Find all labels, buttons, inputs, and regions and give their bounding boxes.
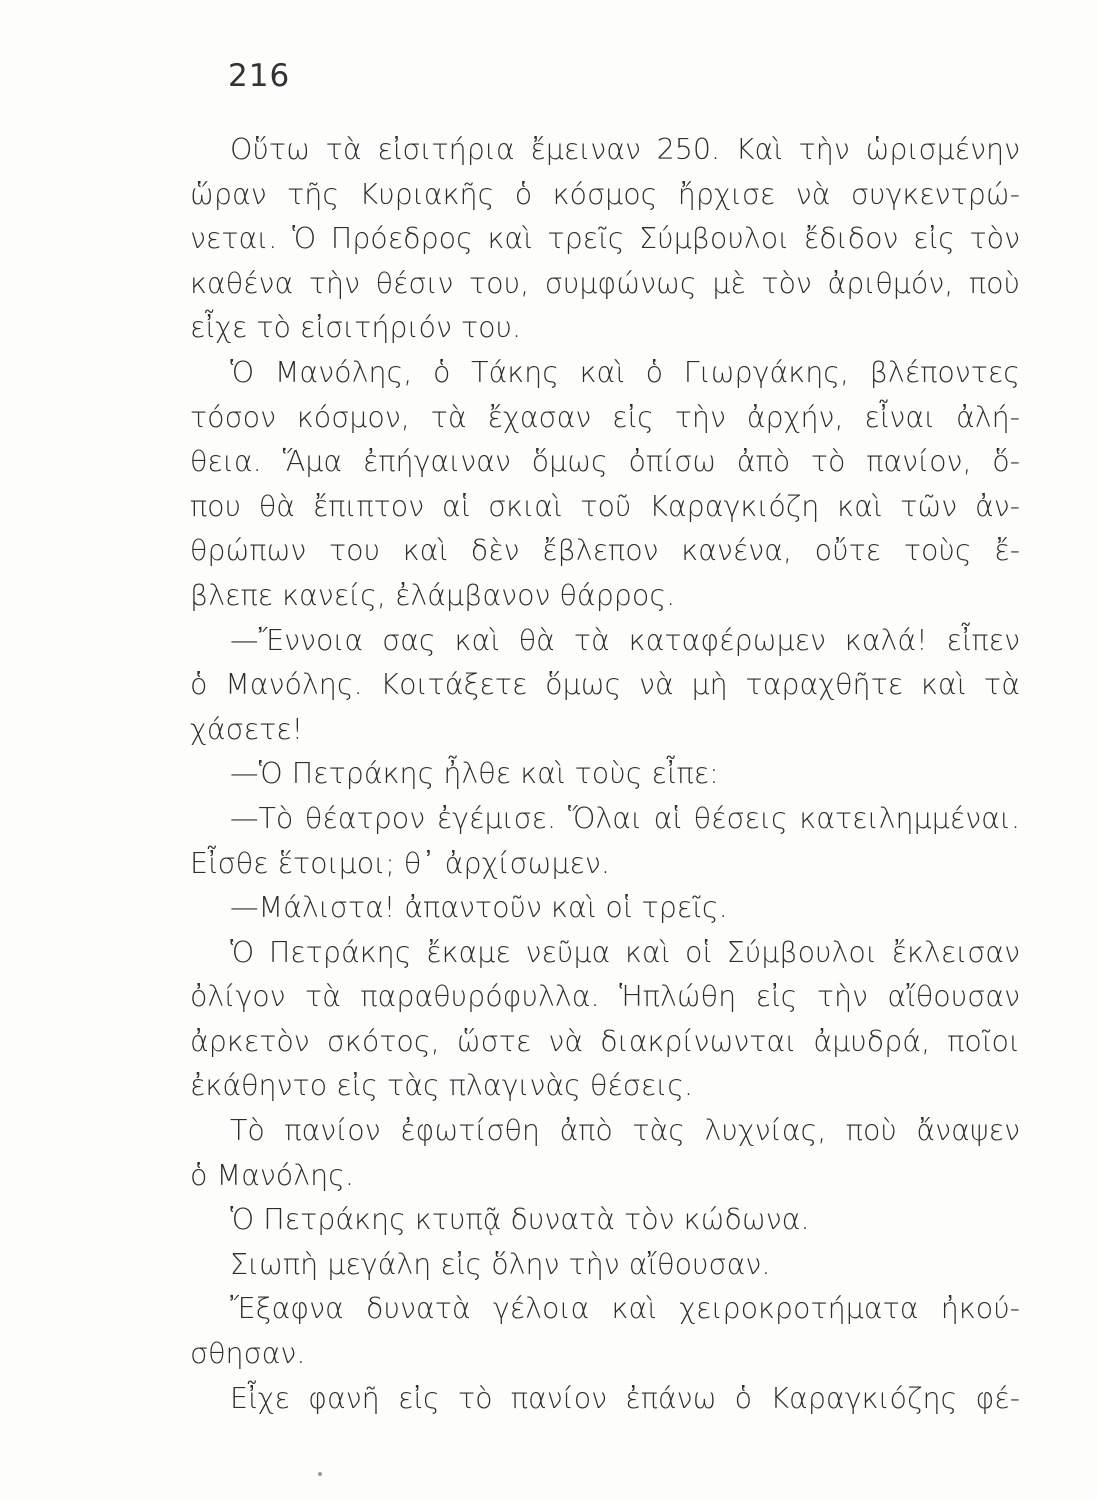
text-line: καθένα τὴν θέσιν του, συμφώνως μὲ τὸν ἀριθμόν, ποὺ — [190, 266, 1020, 300]
text-line: ὁ Μανόλης. Κοιτάξετε ὅμως νὰ μὴ ταραχθῆτε καὶ τὰ — [190, 668, 1020, 702]
text-line: που θὰ ἔπιπτον αἱ σκιαὶ τοῦ Καραγκιόζη καὶ τῶν ἀν- — [190, 489, 1020, 523]
body-text — [190, 128, 1020, 1421]
text-line: —Τὸ θέατρον ἐγέμισε. Ὅλαι αἱ θέσεις κατειλημμέναι. — [230, 801, 1020, 835]
text-line: βλεπε κανείς, ἐλάμβανον θάρρος. — [190, 578, 676, 612]
text-line: τόσον κόσμον, τὰ ἔχασαν εἰς τὴν ἀρχήν, εἶναι ἀλή- — [190, 400, 1020, 434]
text-line: ἐκάθηντο εἰς τὰς πλαγινὰς θέσεις. — [190, 1069, 694, 1103]
text-line: Εἶσθε ἕτοιμοι; θ᾽ ἀρχίσωμεν. — [190, 846, 610, 880]
text-line: Ὁ Πετράκης ἔκαμε νεῦμα καὶ οἱ Σύμβουλοι ἔκλεισαν — [230, 935, 1020, 969]
text-line: θεια. Ἅμα ἐπήγαιναν ὅμως ὀπίσω ἀπὸ τὸ πανίον, ὅ- — [190, 445, 1020, 479]
text-line: Εἶχε φανῆ εἰς τὸ πανίον ἐπάνω ὁ Καραγκιόζης φέ- — [230, 1381, 1020, 1415]
text-line: σθησαν. — [190, 1337, 306, 1371]
text-line: —Ὁ Πετράκης ἦλθε καὶ τοὺς εἶπε: — [230, 757, 719, 791]
text-line: εἶχε τὸ εἰσιτήριόν του. — [190, 311, 522, 345]
text-line: ὁ Μανόλης. — [190, 1158, 354, 1192]
text-line: Ἔξαφνα δυνατὰ γέλοια καὶ χειροκροτήματα ἠκού- — [230, 1292, 1020, 1326]
text-line: θρώπων του καὶ δὲν ἔβλεπον κανένα, οὔτε τοὺς ἔ- — [190, 534, 1020, 568]
text-line: —Ἔννοια σας καὶ θὰ τὰ καταφέρωμεν καλά! εἶπεν — [230, 623, 1020, 657]
text-line: —Μάλιστα! ἀπαντοῦν καὶ οἱ τρεῖς. — [230, 891, 728, 925]
text-line: Σιωπὴ μεγάλη εἰς ὅλην τὴν αἴθουσαν. — [230, 1247, 771, 1281]
paper-speck — [318, 1472, 322, 1476]
text-line: χάσετε! — [190, 712, 304, 746]
page-number: 216 — [228, 58, 291, 94]
text-line: ἀρκετὸν σκότος, ὥστε νὰ διακρίνωνται ἀμυδρά, ποῖοι — [190, 1024, 1020, 1058]
text-line: ὀλίγον τὰ παραθυρόφυλλα. Ἡπλώθη εἰς τὴν αἴθουσαν — [190, 980, 1020, 1014]
text-line: Ὁ Πετράκης κτυπᾷ δυνατὰ τὸν κώδωνα. — [230, 1203, 810, 1237]
text-line: νεται. Ὁ Πρόεδρος καὶ τρεῖς Σύμβουλοι ἔδιδον εἰς τὸν — [190, 222, 1020, 256]
text-line: Ὁ Μανόλης, ὁ Τάκης καὶ ὁ Γιωργάκης, βλέποντες — [230, 355, 1020, 389]
text-line: Οὕτω τὰ εἰσιτήρια ἔμειναν 250. Καὶ τὴν ὡρισμένην — [230, 133, 1020, 166]
text-line: ὥραν τῆς Κυριακῆς ὁ κόσμος ἤρχισε νὰ συγκεντρώ- — [190, 177, 1020, 211]
text-line: Τὸ πανίον ἐφωτίσθη ἀπὸ τὰς λυχνίας, ποὺ ἄναψεν — [230, 1114, 1020, 1148]
